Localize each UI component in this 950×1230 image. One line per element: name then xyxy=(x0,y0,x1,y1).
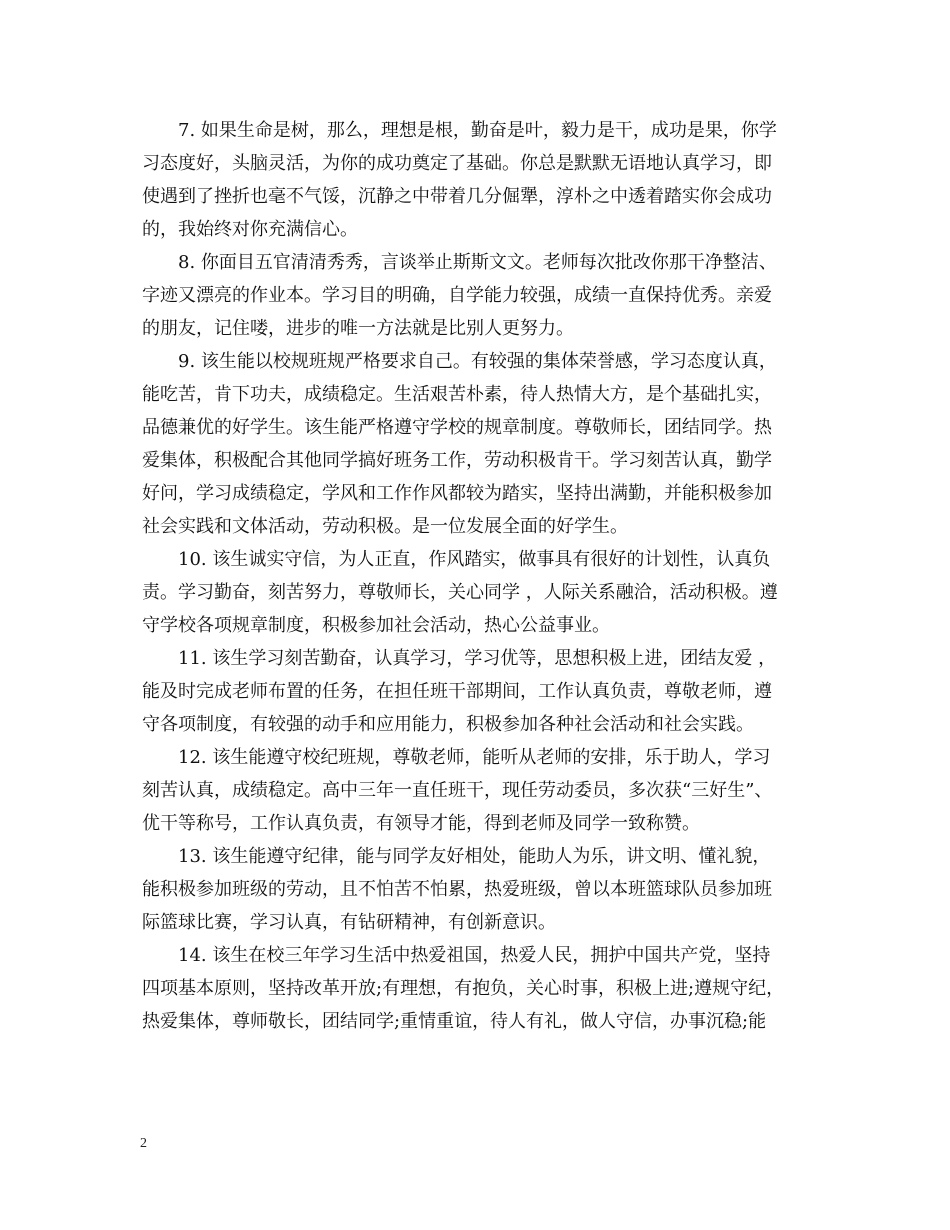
text-line: 守各项制度，有较强的动手和应用能力，积极参加各种社会活动和社会实践。 xyxy=(142,714,754,735)
text-line: 8. 你面目五官清清秀秀，言谈举止斯斯文文。老师每次批改你那干净整洁、 xyxy=(178,252,777,273)
text-line: 使遇到了挫折也毫不气馁，沉静之中带着几分倔犟，淳朴之中透着踏实你会成功 xyxy=(142,186,772,207)
body-text xyxy=(142,114,812,1038)
text-line: 际篮球比赛，学习认真，有钻研精神，有创新意识。 xyxy=(142,912,556,933)
text-line: 能积极参加班级的劳动，且不怕苦不怕累，热爱班级，曾以本班篮球队员参加班 xyxy=(142,879,772,900)
text-line: 13. 该生能遵守纪律，能与同学友好相处，能助人为乐，讲文明、懂礼貌， xyxy=(178,846,771,867)
text-line: 优干等称号，工作认真负责，有领导才能，得到老师及同学一致称赞。 xyxy=(142,813,700,834)
text-line: 9. 该生能以校规班规严格要求自己。有较强的集体荣誉感，学习态度认真， xyxy=(178,351,777,372)
text-line: 习态度好，头脑灵活，为你的成功奠定了基础。你总是默默无语地认真学习，即 xyxy=(142,153,772,174)
text-line: 品德兼优的好学生。该生能严格遵守学校的规章制度。尊敬师长，团结同学。热 xyxy=(142,417,772,438)
text-line: 好问，学习成绩稳定，学风和工作作风都较为踏实，坚持出满勤，并能积极参加 xyxy=(142,483,772,504)
paragraph xyxy=(142,246,812,345)
text-line: 责。学习勤奋，刻苦努力，尊敬师长，关心同学 ，人际关系融洽，活动积极。遵 xyxy=(142,582,778,603)
text-line: 热爱集体，尊师敬长，团结同学;重情重谊，待人有礼，做人守信，办事沉稳;能 xyxy=(142,1011,767,1032)
text-line: 字迹又漂亮的作业本。学习目的明确，自学能力较强，成绩一直保持优秀。亲爱 xyxy=(142,285,772,306)
paragraph xyxy=(142,345,812,543)
paragraph xyxy=(142,642,812,741)
text-line: 14. 该生在校三年学习生活中热爱祖国，热爱人民，拥护中国共产党，坚持 xyxy=(178,945,771,966)
text-line: 社会实践和文体活动，劳动积极。是一位发展全面的好学生。 xyxy=(142,516,628,537)
text-line: 守学校各项规章制度，积极参加社会活动，热心公益事业。 xyxy=(142,615,610,636)
paragraph xyxy=(142,741,812,840)
paragraph xyxy=(142,840,812,939)
text-line: 7. 如果生命是树，那么，理想是根，勤奋是叶，毅力是干，成功是果，你学 xyxy=(178,120,777,141)
text-line: 10. 该生诚实守信，为人正直，作风踏实，做事具有很好的计划性，认真负 xyxy=(178,549,771,570)
text-line: 的，我始终对你充满信心。 xyxy=(142,219,358,240)
text-line: 四项基本原则，坚持改革开放;有理想，有抱负，关心时事，积极上进;遵规守纪， xyxy=(142,978,785,999)
text-line: 能吃苦，肯下功夫，成绩稳定。生活艰苦朴素，待人热情大方，是个基础扎实， xyxy=(142,384,772,405)
text-line: 爱集体，积极配合其他同学搞好班务工作，劳动积极肯干。学习刻苦认真，勤学 xyxy=(142,450,772,471)
text-line: 12. 该生能遵守校纪班规，尊敬老师，能听从老师的安排，乐于助人，学习 xyxy=(178,747,771,768)
text-line: 的朋友，记住喽，进步的唯一方法就是比别人更努力。 xyxy=(142,318,574,339)
page-number: 2 xyxy=(140,1136,147,1151)
paragraph xyxy=(142,114,812,246)
text-line: 能及时完成老师布置的任务，在担任班干部期间，工作认真负责，尊敬老师，遵 xyxy=(142,681,772,702)
text-line: 11. 该生学习刻苦勤奋，认真学习，学习优等，思想积极上进，团结友爱 ， xyxy=(178,648,777,669)
paragraph xyxy=(142,543,812,642)
text-line: 刻苦认真，成绩稳定。高中三年一直任班干，现任劳动委员，多次获“三好生”、 xyxy=(142,780,773,801)
paragraph xyxy=(142,939,812,1038)
